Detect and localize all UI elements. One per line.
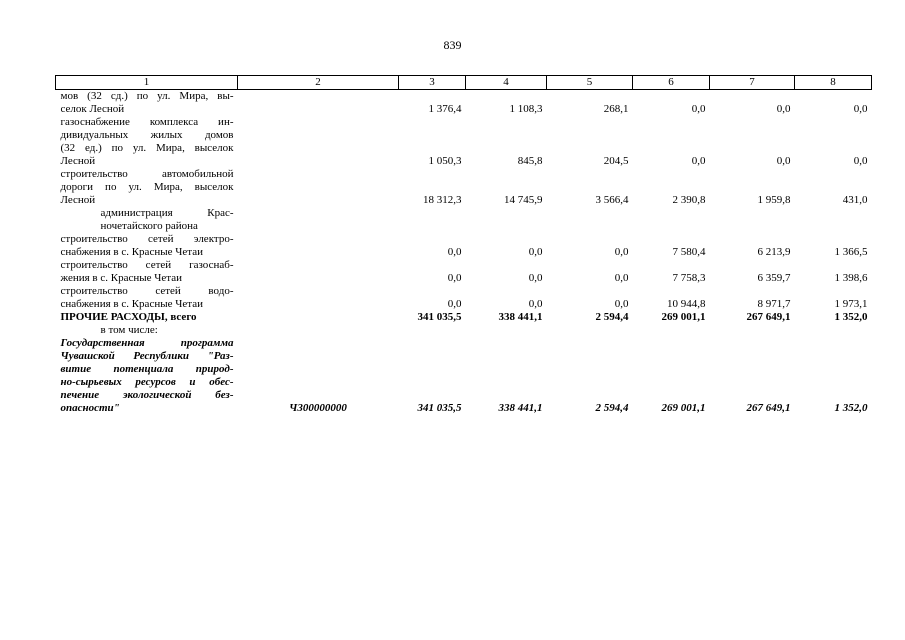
value-col-5 bbox=[547, 207, 633, 233]
value-col-4 bbox=[466, 207, 547, 233]
value-col-7: 0,0 bbox=[776, 103, 791, 115]
description-line: администрация Крас- bbox=[100, 207, 234, 219]
row-description bbox=[56, 285, 238, 311]
value-col-6 bbox=[633, 207, 710, 233]
value-col-8: 1 973,1 bbox=[834, 298, 868, 310]
value-col-8 bbox=[795, 324, 872, 337]
value-col-3: 1 376,4 bbox=[428, 103, 462, 115]
table-body bbox=[56, 90, 872, 416]
value-col-4: 338 441,1 bbox=[498, 402, 543, 414]
description-line: опасности" bbox=[60, 402, 120, 414]
value-col-7 bbox=[710, 324, 795, 337]
description-line: ночетайского района bbox=[100, 220, 198, 232]
row-description bbox=[56, 90, 238, 117]
value-col-7: 0,0 bbox=[776, 155, 791, 167]
value-col-6 bbox=[633, 324, 710, 337]
value-col-6: 10 944,8 bbox=[667, 298, 706, 310]
description-line: снабжения в с. Красные Четаи bbox=[60, 246, 203, 258]
description-line: Лесной bbox=[60, 155, 96, 167]
value-col-5: 0,0 bbox=[614, 272, 629, 284]
value-col-3: 0,0 bbox=[447, 272, 462, 284]
row-code bbox=[238, 259, 399, 285]
col-header-7: 7 bbox=[710, 76, 795, 90]
value-col-8 bbox=[795, 207, 872, 233]
row-description bbox=[56, 311, 238, 324]
description-line: строительство сетей водо- bbox=[60, 285, 234, 297]
value-col-4: 845,8 bbox=[517, 155, 543, 167]
col-header-6: 6 bbox=[633, 76, 710, 90]
value-col-4: 338 441,1 bbox=[498, 311, 543, 323]
table-row bbox=[56, 324, 872, 337]
description-line: Государственная программа bbox=[60, 337, 234, 349]
value-col-5: 3 566,4 bbox=[595, 194, 629, 206]
value-col-3 bbox=[399, 207, 466, 233]
value-col-8: 431,0 bbox=[842, 194, 868, 206]
value-col-8: 1 398,6 bbox=[834, 272, 868, 284]
value-col-8: 1 366,5 bbox=[834, 246, 868, 258]
value-col-5: 204,5 bbox=[603, 155, 629, 167]
description-line: Лесной bbox=[60, 194, 96, 206]
row-description bbox=[56, 207, 238, 233]
value-col-7: 1 959,8 bbox=[757, 194, 791, 206]
table-row bbox=[56, 168, 872, 207]
row-code bbox=[238, 90, 399, 117]
row-description bbox=[56, 337, 238, 415]
row-code bbox=[238, 285, 399, 311]
description-line: мов (32 сд.) по ул. Мира, вы- bbox=[60, 90, 234, 102]
row-code: Ч300000000 bbox=[289, 402, 347, 414]
value-col-3: 341 035,5 bbox=[417, 402, 462, 414]
description-line: витие потенциала природ- bbox=[60, 363, 234, 375]
description-line: (32 ед.) по ул. Мира, выселок bbox=[60, 142, 234, 154]
value-col-7: 267 649,1 bbox=[746, 311, 791, 323]
row-description bbox=[56, 259, 238, 285]
table-row bbox=[56, 90, 872, 117]
description-line: Чувашской Республики "Раз- bbox=[60, 350, 234, 362]
value-col-6: 0,0 bbox=[691, 103, 706, 115]
col-header-8: 8 bbox=[795, 76, 872, 90]
col-header-2: 2 bbox=[238, 76, 399, 90]
value-col-6: 269 001,1 bbox=[661, 402, 706, 414]
value-col-6: 269 001,1 bbox=[661, 311, 706, 323]
value-col-7 bbox=[710, 207, 795, 233]
description-line: но-сырьевых ресурсов и обес- bbox=[60, 376, 234, 388]
column-number-header bbox=[56, 76, 872, 90]
row-code bbox=[238, 168, 399, 207]
value-col-6: 7 580,4 bbox=[672, 246, 706, 258]
value-col-5: 0,0 bbox=[614, 246, 629, 258]
value-col-4: 1 108,3 bbox=[509, 103, 543, 115]
value-col-5: 2 594,4 bbox=[595, 311, 629, 323]
value-col-6: 7 758,3 bbox=[672, 272, 706, 284]
value-col-3: 18 312,3 bbox=[423, 194, 462, 206]
row-description bbox=[56, 324, 238, 337]
table-row bbox=[56, 337, 872, 415]
value-col-8: 1 352,0 bbox=[834, 311, 868, 323]
page-number: 839 bbox=[443, 38, 462, 52]
description-line: печение экологической без- bbox=[60, 389, 234, 401]
value-col-5: 0,0 bbox=[614, 298, 629, 310]
table-row bbox=[56, 311, 872, 324]
row-code bbox=[238, 311, 399, 324]
description-line: строительство сетей газоснаб- bbox=[60, 259, 234, 271]
table-row bbox=[56, 207, 872, 233]
col-header-5: 5 bbox=[547, 76, 633, 90]
value-col-3: 341 035,5 bbox=[417, 311, 462, 323]
value-col-4: 0,0 bbox=[528, 246, 543, 258]
value-col-4: 0,0 bbox=[528, 272, 543, 284]
value-col-8: 1 352,0 bbox=[834, 402, 868, 414]
row-description bbox=[56, 116, 238, 168]
col-header-1: 1 bbox=[56, 76, 238, 90]
value-col-5: 268,1 bbox=[603, 103, 629, 115]
value-col-3: 0,0 bbox=[447, 246, 462, 258]
description-line: строительство сетей электро- bbox=[60, 233, 234, 245]
value-col-7: 8 971,7 bbox=[757, 298, 791, 310]
row-code bbox=[238, 324, 399, 337]
value-col-5 bbox=[547, 324, 633, 337]
value-col-4: 14 745,9 bbox=[504, 194, 543, 206]
value-col-7: 6 359,7 bbox=[757, 272, 791, 284]
description-line: ПРОЧИЕ РАСХОДЫ, всего bbox=[60, 311, 197, 323]
description-line: дивидуальных жилых домов bbox=[60, 129, 234, 141]
value-col-7: 267 649,1 bbox=[746, 402, 791, 414]
description-line: жения в с. Красные Четаи bbox=[60, 272, 182, 284]
table-row bbox=[56, 116, 872, 168]
description-line: селок Лесной bbox=[60, 103, 125, 115]
value-col-7: 6 213,9 bbox=[757, 246, 791, 258]
description-line: снабжения в с. Красные Четаи bbox=[60, 298, 203, 310]
col-header-3: 3 bbox=[399, 76, 466, 90]
table-row bbox=[56, 259, 872, 285]
value-col-5: 2 594,4 bbox=[595, 402, 629, 414]
table-row bbox=[56, 285, 872, 311]
row-description bbox=[56, 233, 238, 259]
value-col-8: 0,0 bbox=[853, 155, 868, 167]
description-line: в том числе: bbox=[100, 324, 158, 336]
description-line: дороги по ул. Мира, выселок bbox=[60, 181, 234, 193]
table-row bbox=[56, 233, 872, 259]
description-line: газоснабжение комплекса ин- bbox=[60, 116, 234, 128]
row-code bbox=[238, 233, 399, 259]
value-col-8: 0,0 bbox=[853, 103, 868, 115]
value-col-3: 0,0 bbox=[447, 298, 462, 310]
value-col-6: 2 390,8 bbox=[672, 194, 706, 206]
value-col-3: 1 050,3 bbox=[428, 155, 462, 167]
value-col-4 bbox=[466, 324, 547, 337]
description-line: строительство автомобильной bbox=[60, 168, 234, 180]
budget-table bbox=[55, 75, 872, 415]
value-col-4: 0,0 bbox=[528, 298, 543, 310]
row-code bbox=[238, 116, 399, 168]
value-col-6: 0,0 bbox=[691, 155, 706, 167]
row-code bbox=[238, 207, 399, 233]
value-col-3 bbox=[399, 324, 466, 337]
row-description bbox=[56, 168, 238, 207]
col-header-4: 4 bbox=[466, 76, 547, 90]
